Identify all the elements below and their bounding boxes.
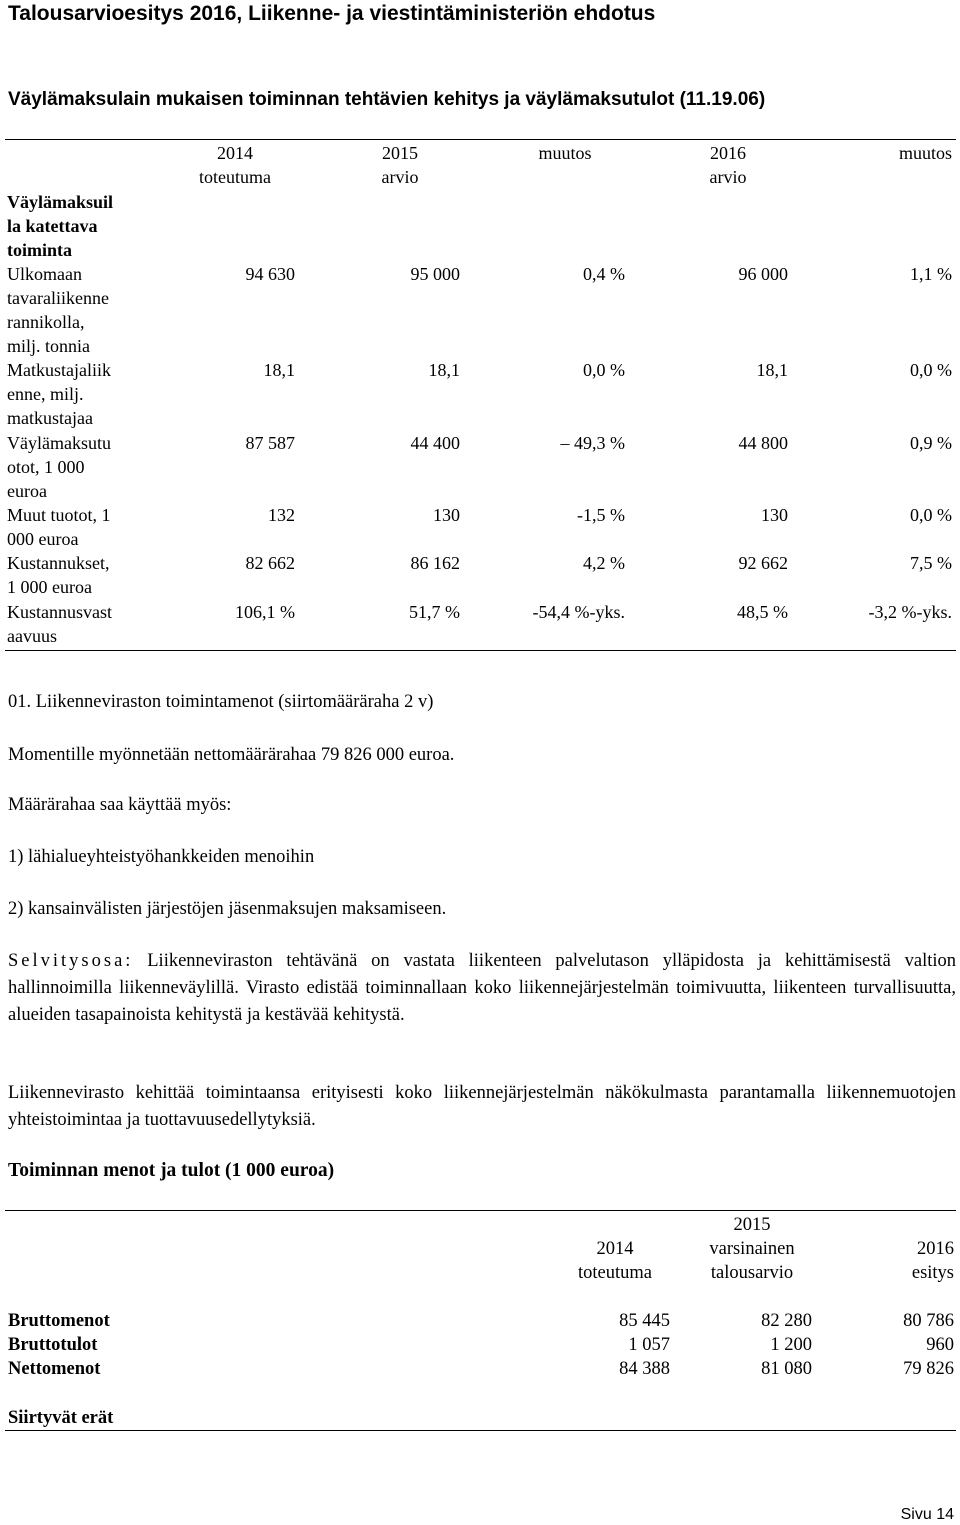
t1-cell: 95 000 [410, 264, 460, 284]
t1-cell: 18,1 [756, 360, 788, 380]
t1-row-label: Kustannusvast aavuus [7, 602, 112, 646]
t2-row-label: Nettomenot [8, 1359, 101, 1379]
t1-cell: 18,1 [428, 360, 460, 380]
paragraph-5 [8, 948, 956, 1029]
paragraph-2: Määrärahaa saa käyttää myös: [8, 795, 232, 815]
t2-cell: 85 445 [619, 1311, 670, 1331]
selvitysosa-label: Selvitysosa: [8, 951, 134, 971]
t2-head-2015: 2015 varsinainen talousarvio [709, 1215, 795, 1283]
t1-cell: -3,2 %-yks. [868, 602, 952, 622]
t1-row-label: Matkustajaliik enne, milj. matkustajaa [7, 360, 111, 428]
t1-group-label: Väylämaksuil la katettava toiminta [7, 192, 114, 260]
t1-cell: 0,0 % [583, 360, 625, 380]
section-title: Väylämaksulain mukaisen toiminnan tehtävien kehitys ja väylämaksutulot (11.19.06) [8, 89, 766, 110]
paragraph-6: Liikennevirasto kehittää toimintaansa erityisesti koko liikennejärjestelmän näkökulmasta parantamalla liikennemuotojen yhteistoimintaa ja tuottavuusedellytyksiä. [8, 1083, 956, 1130]
t1-cell: 4,2 % [583, 553, 625, 573]
t1-cell: 0,0 % [910, 360, 952, 380]
paragraph-4: 2) kansainvälisten järjestöjen jäsenmaksujen maksamiseen. [8, 899, 447, 919]
t2-cell: 84 388 [619, 1359, 670, 1379]
t1-cell: -1,5 % [577, 505, 625, 525]
t1-cell: 18,1 [263, 360, 295, 380]
t1-cell: 106,1 % [235, 602, 295, 622]
table2-top-rule [5, 1210, 956, 1211]
t1-head-2015: 2015 arvio [381, 143, 419, 187]
t1-cell: 44 800 [738, 433, 788, 453]
t2-cell: 960 [926, 1335, 954, 1355]
selvitysosa-text: Liikenneviraston tehtävänä on vastata liikenteen palvelutason ylläpidosta ja kehittämisestä valtion hallinnoimilla liikenneväylillä. Virasto edistää toiminnallaan koko liikennejärjestelmän toimivuutta, liikenteen turvallisuutta, alueiden tasapainoista kehitystä ja kestävää kehitystä. [8, 951, 956, 1025]
t2-row-label: Bruttotulot [8, 1335, 98, 1355]
t1-cell: 96 000 [738, 264, 788, 284]
t2-cell: 1 200 [770, 1335, 812, 1355]
t1-head-2016: 2016 arvio [709, 143, 747, 187]
t1-cell: 0,9 % [910, 433, 952, 453]
t1-cell: 51,7 % [409, 602, 460, 622]
t1-cell: -54,4 %-yks. [532, 602, 625, 622]
table1-top-rule [5, 139, 956, 140]
t2-cell: 81 080 [761, 1359, 812, 1379]
t1-cell: 92 662 [738, 553, 788, 573]
t1-cell: 1,1 % [910, 264, 952, 284]
t2-cell: 79 826 [903, 1359, 954, 1379]
paragraph-3: 1) lähialueyhteistyöhankkeiden menoihin [8, 847, 315, 867]
t2-head-2014: 2014 toteutuma [578, 1239, 652, 1283]
t1-row-label: Kustannukset, 1 000 euroa [7, 553, 110, 597]
moment-title: 01. Liikenneviraston toimintamenot (siirtomääräraha 2 v) [8, 692, 434, 712]
t1-cell: 94 630 [245, 264, 295, 284]
t1-cell: 86 162 [410, 553, 460, 573]
t1-cell: 0,4 % [583, 264, 625, 284]
t1-row-label: Muut tuotot, 1 000 euroa [7, 505, 111, 549]
t2-cell: 82 280 [761, 1311, 812, 1331]
t2-head-2016: 2016 esitys [911, 1239, 954, 1283]
t1-cell: 44 400 [410, 433, 460, 453]
t1-cell: 0,0 % [910, 505, 952, 525]
t1-head-muutos2: muutos [898, 143, 952, 163]
t1-head-muutos1: muutos [538, 143, 592, 163]
table2-title: Toiminnan menot ja tulot (1 000 euroa) [8, 1160, 335, 1181]
t2-cell: 1 057 [628, 1335, 670, 1355]
t1-cell: 87 587 [245, 433, 295, 453]
t1-head-2014: 2014 toteutuma [199, 143, 271, 187]
t2-cell: 80 786 [903, 1311, 954, 1331]
t2-footer-label: Siirtyvät erät [8, 1408, 114, 1428]
page-number: Sivu 14 [900, 1506, 954, 1523]
t1-cell: 132 [268, 505, 295, 525]
t1-cell: 7,5 % [910, 553, 952, 573]
t1-cell: 82 662 [245, 553, 295, 573]
t1-cell: 130 [433, 505, 460, 525]
t1-row-label: Ulkomaan tavaraliikenne rannikolla, milj. tonnia [7, 264, 109, 356]
t1-cell: – 49,3 % [560, 433, 625, 453]
t2-row-label: Bruttomenot [8, 1311, 110, 1331]
page-header: Talousarvioesitys 2016, Liikenne- ja viestintäministeriön ehdotus [8, 2, 656, 25]
t1-row-label: Väylämaksutu otot, 1 000 euroa [7, 433, 111, 501]
table1-bottom-rule [5, 650, 956, 651]
table2-bottom-rule [5, 1430, 956, 1431]
t1-cell: 130 [761, 505, 788, 525]
t1-cell: 48,5 % [737, 602, 788, 622]
paragraph-1: Momentille myönnetään nettomäärärahaa 79 826 000 euroa. [8, 745, 455, 765]
